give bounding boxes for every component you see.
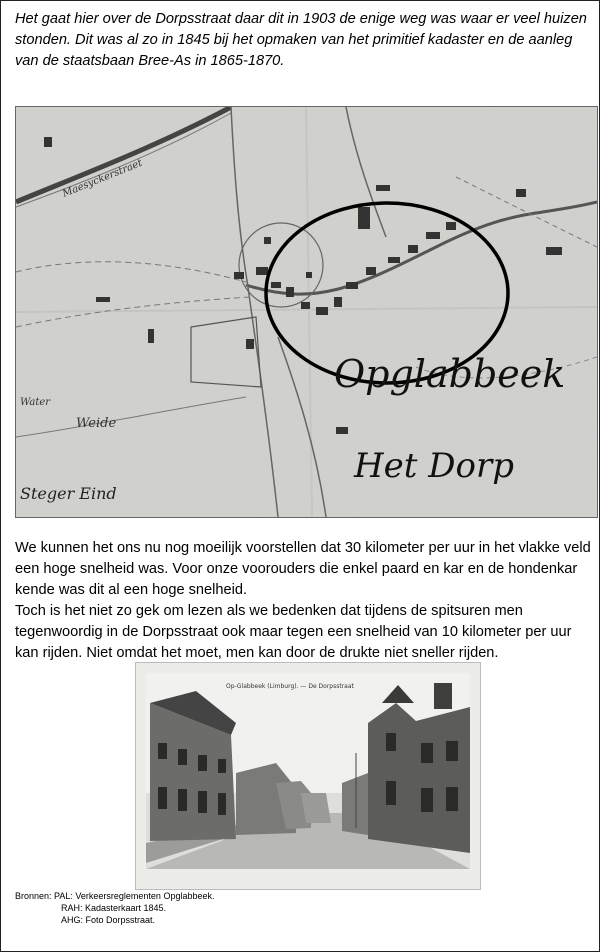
source-item: AHG: Foto Dorpsstraat. [61,915,156,925]
map-road-label: Maesyckerstraet [61,157,145,200]
cadastral-map-image [15,106,598,518]
body-paragraph-2: Toch is het niet zo gek om lezen als we bedenken dat tijdens de spitsuren men tegenwoordig in de Dorpsstraat ook maar tegen een snelheid van 10 kilometer per uur kan rijden. Niet omdat het moet, men kan door de drukte niet sneller rijden. [15,603,572,661]
map-place-label: Opglabbeek [334,352,566,396]
source-item: RAH: Kadasterkaart 1845. [61,903,167,913]
intro-paragraph: Het gaat hier over de Dorpsstraat daar dit in 1903 de enige weg was waar er veel huizen stonden. Dit was al zo in 1845 bij het opmaken van het primitief kadaster en de aanleg van de staatsbaan Bree-As in 1865-1870. [15,11,587,69]
body-paragraph-1: We kunnen het ons nu nog moeilijk voorstellen dat 30 kilometer per uur in het vlakke veld een hoge snelheid was. Voor onze voorouders die enkel paard en kar en de hondenkar kende was dit al een hoge snelheid. [15,540,591,598]
map-meadow-label: Weide [76,416,117,431]
photo-caption: Op-Glabbeek (Limburg). — De Dorpsstraat [226,683,354,690]
map-district-label: Steger Eind [20,484,117,503]
map-water-label: Water [20,397,51,408]
sources-label: Bronnen: [15,891,52,901]
sources-list [15,890,585,926]
source-item: PAL: Verkeersreglementen Opglabbeek. [54,891,215,901]
map-village-label: Het Dorp [354,446,514,486]
sources-line-1 [15,890,585,902]
body-text [15,538,593,664]
dorpsstraat-photo [135,662,481,890]
